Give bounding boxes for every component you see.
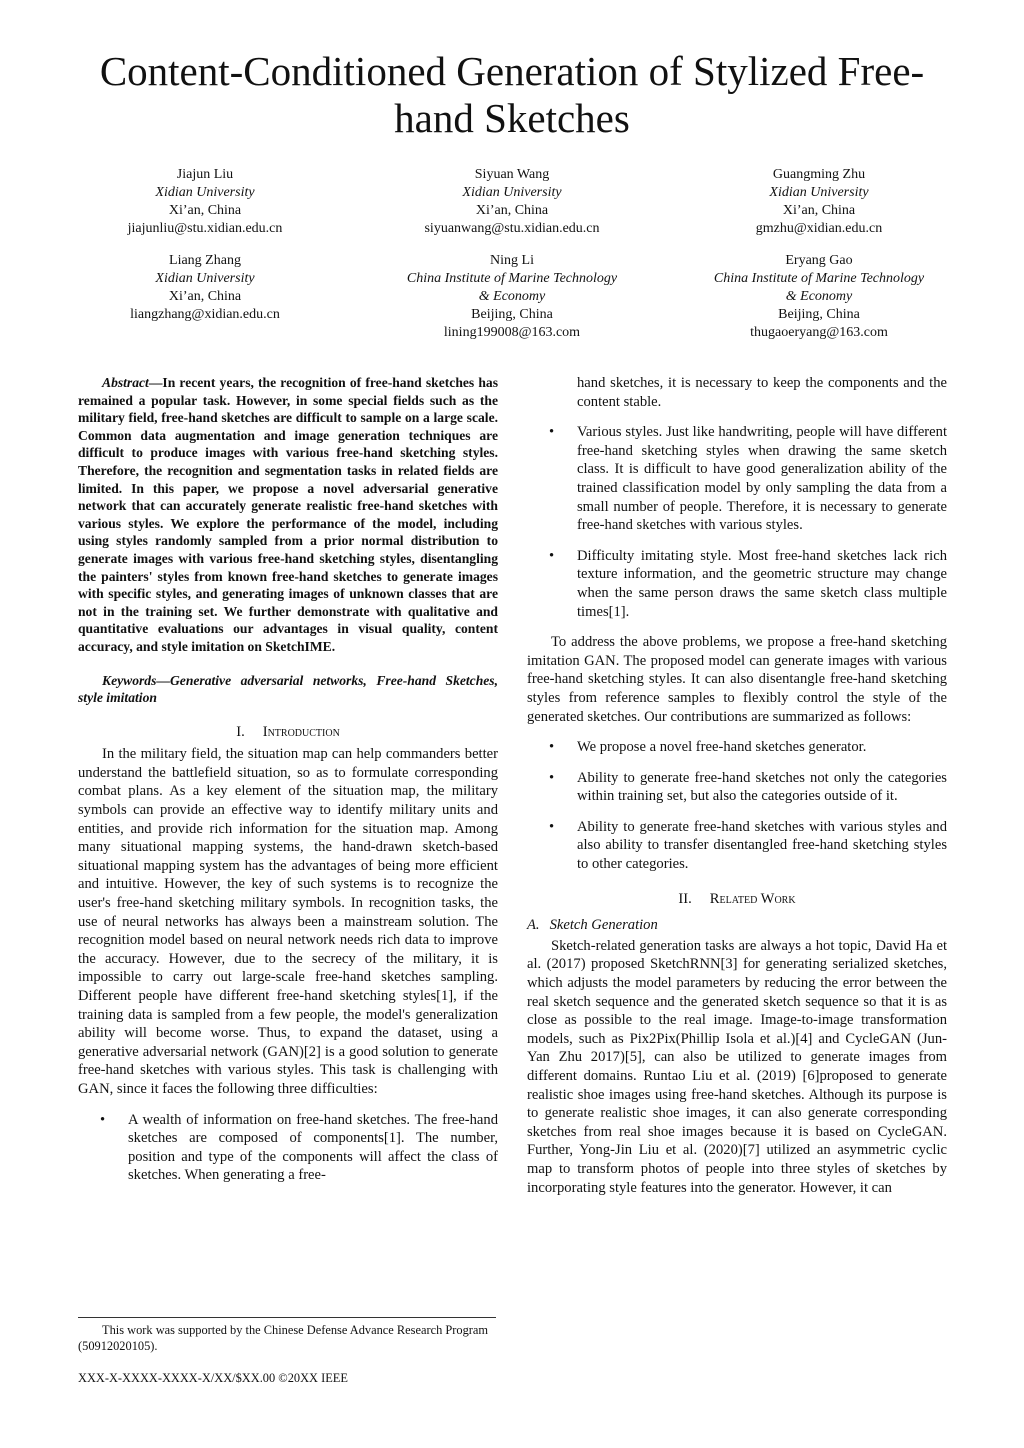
author-email: jiajunliu@stu.xidian.edu.cn — [127, 221, 283, 236]
list-item-text: We propose a novel free-hand sketches generator. — [577, 739, 867, 756]
author-email: gmzhu@xidian.edu.cn — [755, 221, 883, 236]
author-row-1 — [70, 166, 954, 238]
subsection-letter: A. — [527, 917, 540, 934]
author-affiliation-line-2: & Economy — [785, 289, 853, 304]
abstract — [78, 374, 498, 656]
author-affiliation: Xidian University — [155, 271, 255, 286]
list-item — [527, 547, 947, 621]
intro-paragraph-2: To address the above problems, we propose a free-hand sketching imitation GAN. The proposed model can generate images with various free-hand sketching styles. It can also disentangle free-hand sketching styles from reference samples to flexibly control the style of the generated sketches. Our contributions are summarized as follows: — [527, 634, 947, 725]
right-column — [527, 374, 947, 1197]
list-item — [527, 374, 947, 411]
author-email: siyuanwang@stu.xidian.edu.cn — [424, 221, 600, 236]
list-item-text: A wealth of information on free-hand sketches. The free-hand sketches are composed of components[1]. The number, position and type of the components will affect the class of sketches. When generating a free- — [128, 1111, 498, 1184]
bullet-icon: • — [549, 769, 555, 786]
author-name: Jiajun Liu — [176, 167, 234, 182]
left-column — [78, 374, 498, 1197]
paper-title — [80, 48, 944, 142]
title-line-2: hand Sketches — [394, 95, 630, 141]
author-email: thugaoeryang@163.com — [750, 325, 888, 340]
bullet-icon: • — [549, 424, 555, 441]
bullet-icon: • — [549, 739, 555, 756]
author-card — [70, 252, 340, 342]
section-number: I. — [236, 723, 245, 740]
difficulty-list-continued — [527, 374, 947, 621]
keywords: Keywords—Generative adversarial networks, Free-hand Sketches, style imitation — [78, 672, 498, 706]
list-item-text: Ability to generate free-hand sketches not only the categories within training set, but also the categories outside of it. — [577, 769, 947, 805]
author-location: Xi’an, China — [168, 289, 242, 304]
footnote-rule — [78, 1317, 496, 1318]
author-card — [377, 252, 647, 342]
author-location: Beijing, China — [471, 307, 553, 322]
abstract-text: —In recent years, the recognition of free-hand sketches has remained a popular task. However, in some special fields such as the military field, free-hand sketches are difficult to sample on a large scale. Common data augmentation and image generation techniques are difficult to produce images with various free-hand sketching styles. Therefore, the recognition and segmentation tasks in related fields are limited. In this paper, we propose a novel adversarial generative network that can accurately generate realistic free-hand sketches with various styles. We explore the performance of the model, including using styles randomly sampled from a prior normal distribution to generate images with various free-hand sketching styles, disentangling the painters' styles from known free-hand sketches to generate images with specific styles, and generating images of unknown classes that are not in the training set. We further demonstrate with qualitative and quantitative evaluations our advantages in visual quality, content accuracy, and style imitation on SketchIME. — [78, 375, 498, 654]
author-card — [684, 252, 954, 342]
author-card — [377, 166, 647, 238]
section-heading-introduction — [78, 723, 498, 742]
section-title: Related Work — [709, 890, 796, 907]
abstract-label: Abstract — [102, 375, 149, 390]
footnote: This work was supported by the Chinese Defense Advance Research Program (50912020105). — [78, 1323, 489, 1353]
bullet-icon: • — [100, 1111, 106, 1128]
author-name: Liang Zhang — [169, 253, 241, 268]
author-name: Siyuan Wang — [474, 167, 550, 182]
author-email: liangzhang@xidian.edu.cn — [130, 307, 280, 322]
bullet-icon: • — [549, 547, 555, 564]
section-number: II. — [678, 890, 692, 907]
list-item-text: hand sketches, it is necessary to keep the components and the content stable. — [577, 375, 947, 410]
intro-paragraph: In the military field, the situation map can help commanders better understand the battlefield situation, so as to formulate corresponding combat plans. As a key element of the situation map, the military symbols can provide an effective way to identify military units and entities, and provide rich information for the situation map. Among many situational mapping systems, the hand-drawn sketch-based situational mapping system has the advantages of being more efficient and intuitive. However, the key of such systems is to recognize the user's free-hand sketching military symbols. In recognition tasks, the use of neural networks has always been a mainstream solution. The recognition model based on neural network needs rich data to improve the accuracy. However, due to the secrecy of the military, it is impossible to carry out large-scale free-hand sketches sampling. Different people have different free-hand sketching styles[1], if the training data is sampled from a few people, the model's generalization ability will become worse. Thus, to expand the dataset, using a generative adversarial network (GAN)[2] is a good solution to generate free-hand sketches with various styles. This task is challenging with GAN, since it faces the following three difficulties: — [78, 746, 498, 1097]
author-affiliation: China Institute of Marine Technology — [406, 271, 618, 286]
list-item — [527, 738, 947, 757]
author-location: Xi’an, China — [168, 203, 242, 218]
title-line-1: Content-Conditioned Generation of Stylized Free- — [99, 48, 925, 94]
subsection-heading — [527, 916, 947, 935]
author-name: Ning Li — [490, 253, 534, 268]
list-item — [527, 423, 947, 535]
author-name: Guangming Zhu — [772, 167, 866, 182]
list-item-text: Various styles. Just like handwriting, people will have different free-hand sketching styles when drawing the same sketch class. It is difficult to have good generalization ability of the trained classification model by only sampling the data from a small number of people. Therefore, it is necessary to generate free-hand sketches with various styles. — [577, 424, 947, 534]
author-affiliation: Xidian University — [155, 185, 255, 200]
subsection-title: Sketch Generation — [549, 917, 658, 934]
author-email: lining199008@163.com — [443, 325, 581, 340]
bullet-icon: • — [549, 818, 555, 835]
author-affiliation: China Institute of Marine Technology — [713, 271, 925, 286]
contribution-list — [527, 738, 947, 874]
list-item-text: Ability to generate free-hand sketches with various styles and also ability to transfer disentangled free-hand sketching styles to other categories. — [577, 818, 947, 873]
related-work-paragraph: Sketch-related generation tasks are always a hot topic, David Ha et al. (2017) proposed SketchRNN[3] for generating serialized sketches, which adjusts the model parameters by reducing the error between the real sketch sequence and the generated sketch sequence so that it is as close as possible to the real image. Image-to-image transformation models, such as Pix2Pix(Phillip Isola et al.)[4] and CycleGAN (Jun-Yan Zhu 2017)[5], can also be utilized to generate images from different domains. Runtao Liu et al. (2019) [6]proposed to generate realistic shoe images using free-hand sketches. Although its purpose is to generate realistic shoe images, it can also generate corresponding sketches from real shoe images because it is based on CycleGAN. Further, Yong-Jin Liu et al. (2020)[7] utilized an asymmetric cyclic map to transform photos of people into three styles of sketches by incorporating style features into the generator. However, it can — [527, 937, 947, 1196]
author-location: Beijing, China — [778, 307, 860, 322]
author-affiliation: Xidian University — [462, 185, 562, 200]
author-card — [684, 166, 954, 238]
copyright-notice: XXX-X-XXXX-XXXX-X/XX/$XX.00 ©20XX IEEE — [78, 1371, 348, 1385]
author-card — [70, 166, 340, 238]
author-name: Eryang Gao — [785, 253, 853, 268]
list-item-text: Difficulty imitating style. Most free-hand sketches lack rich texture information, and the geometric structure may change when the same person draws the same sketch class multiple times[1]. — [577, 547, 947, 620]
section-heading-related-work — [527, 890, 947, 909]
section-title: Introduction — [262, 723, 340, 740]
author-row-2 — [70, 252, 954, 342]
author-affiliation: Xidian University — [769, 185, 869, 200]
list-item — [527, 769, 947, 806]
author-location: Xi’an, China — [782, 203, 856, 218]
author-location: Xi’an, China — [475, 203, 549, 218]
list-item — [527, 818, 947, 874]
author-block — [70, 166, 954, 356]
list-item — [78, 1111, 498, 1185]
author-affiliation-line-2: & Economy — [478, 289, 546, 304]
difficulty-list — [78, 1111, 498, 1185]
